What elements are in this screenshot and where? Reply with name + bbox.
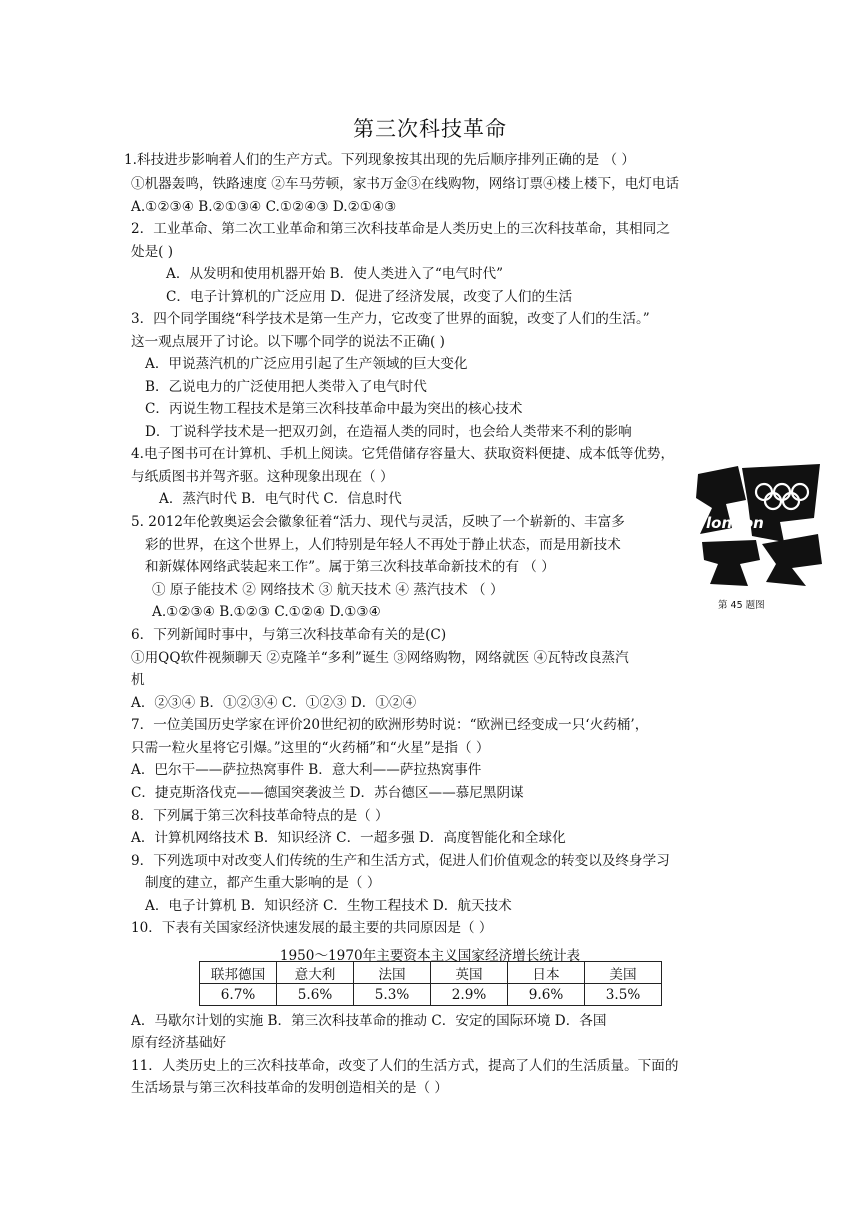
- growth-table: [199, 961, 662, 1006]
- q7-options-cd: C．捷克斯洛伐克——德国突袭波兰 D．苏台德区——慕尼黑阴谋: [131, 785, 524, 801]
- q1-options: A.①②③④ B.②①③④ C.①②④③ D.②①④③: [131, 199, 397, 215]
- q6-items-cont: 机: [131, 672, 145, 688]
- q3-stem-cont: 这一观点展开了讨论。以下哪个同学的说法不正确( ): [131, 334, 445, 350]
- table-cell: 5.6%: [277, 984, 354, 1006]
- q8-stem: 8．下列属于第三次科技革命特点的是（ ）: [131, 808, 389, 824]
- q3-option-a: A．甲说蒸汽机的广泛应用引起了生产领域的巨大变化: [145, 356, 468, 372]
- q3-option-d: D．丁说科学技术是一把双刃剑，在造福人类的同时，也会给人类带来不利的影响: [145, 424, 632, 440]
- q6-stem: 6．下列新闻时事中，与第三次科技革命有关的是(C): [131, 627, 447, 643]
- q9-stem-cont: 制度的建立，都产生重大影响的是（ ）: [145, 875, 381, 891]
- q7-stem: 7．一位美国历史学家在评价20世纪初的欧洲形势时说：“欧洲已经变成一只‘火药桶’，: [131, 717, 649, 733]
- q4-stem-cont: 与纸质图书并驾齐驱。这种现象出现在（ ）: [131, 469, 394, 485]
- q5-options: A.①②③④ B.①②③ C.①②④ D.①③④: [152, 604, 381, 620]
- table-cell: 3.5%: [585, 984, 662, 1006]
- table-cell: 5.3%: [354, 984, 431, 1006]
- q10-options-cont: 原有经济基础好: [131, 1035, 227, 1051]
- q5-items: ① 原子能技术 ② 网络技术 ③ 航天技术 ④ 蒸汽技术 （ ）: [152, 582, 504, 598]
- table-header-cell: 联邦德国: [200, 962, 277, 984]
- q11-stem-cont: 生活场景与第三次科技革命的发明创造相关的是（ ）: [131, 1080, 448, 1096]
- figure-caption: 第 45 题图: [718, 600, 765, 611]
- q6-options: A．②③④ B．①②③④ C．①②③ D．①②④: [131, 695, 417, 711]
- table-title: 1950～1970年主要资本主义国家经济增长统计表: [279, 948, 581, 964]
- table-header-cell: 日本: [508, 962, 585, 984]
- table-header-cell: 美国: [585, 962, 662, 984]
- q7-options-ab: A．巴尔干——萨拉热窝事件 B．意大利——萨拉热窝事件: [131, 762, 482, 778]
- table-cell: 2.9%: [431, 984, 508, 1006]
- q2-options-cd: C．电子计算机的广泛应用 D．促进了经济发展，改变了人们的生活: [166, 289, 573, 305]
- q6-items: ①用QQ软件视频聊天 ②克隆羊“多利”诞生 ③网络购物，网络就医 ④瓦特改良蒸汽: [131, 650, 629, 666]
- q1-items: ①机器轰鸣，铁路速度 ②车马劳顿，家书万金③在线购物，网络订票④楼上楼下，电灯电话: [131, 176, 680, 192]
- table-header-cell: 意大利: [277, 962, 354, 984]
- table-row: [200, 984, 662, 1006]
- q10-stem: 10．下表有关国家经济快速发展的最主要的共同原因是（ ）: [131, 920, 493, 936]
- q3-option-b: B．乙说电力的广泛使用把人类带入了电气时代: [145, 379, 427, 395]
- q3-option-c: C．丙说生物工程技术是第三次科技革命中最为突出的核心技术: [145, 401, 523, 417]
- q2-stem: 2．工业革命、第二次工业革命和第三次科技革命是人类历史上的三次科技革命，其相同之: [131, 221, 670, 237]
- table-header-cell: 法国: [354, 962, 431, 984]
- logo-text: london: [706, 514, 764, 532]
- q2-options-ab: A．从发明和使用机器开始 B．使人类进入了“电气时代”: [166, 266, 504, 282]
- q1-stem: 1.科技进步影响着人们的生产方式。下列现象按其出现的先后顺序排列正确的是 （ ）: [124, 152, 635, 168]
- q8-options: A．计算机网络技术 B．知识经济 C．一超多强 D．高度智能化和全球化: [131, 830, 566, 846]
- table-cell: 9.6%: [508, 984, 585, 1006]
- q2-stem-cont: 处是( ): [131, 244, 174, 260]
- q4-options: A．蒸汽时代 B．电气时代 C．信息时代: [159, 491, 402, 507]
- london-2012-logo: [696, 464, 824, 588]
- q5-stem-cont2: 和新媒体网络武装起来工作”。属于第三次科技革命新技术的有 （ ）: [145, 559, 555, 575]
- page-title: 第三次科技革命: [353, 117, 507, 141]
- q10-options: A．马歇尔计划的实施 B．第三次科技革命的推动 C．安定的国际环境 D．各国: [131, 1013, 607, 1029]
- london-logo-graphic: [696, 464, 824, 588]
- q4-stem: 4.电子图书可在计算机、手机上阅读。它凭借储存容量大、获取资料便捷、成本低等优势，: [131, 446, 675, 462]
- q7-stem-cont: 只需一粒火星将它引爆。”这里的“火药桶”和“火星”是指（ ）: [131, 740, 490, 756]
- table-cell: 6.7%: [200, 984, 277, 1006]
- q9-options: A．电子计算机 B．知识经济 C．生物工程技术 D．航天技术: [145, 898, 512, 914]
- q5-stem-cont1: 彩的世界，在这个世界上，人们特别是年轻人不再处于静止状态，而是用新技术: [145, 537, 621, 553]
- q9-stem: 9．下列选项中对改变人们传统的生产和生活方式，促进人们价值观念的转变以及终身学习: [131, 853, 670, 869]
- q5-stem: 5. 2012年伦敦奥运会会徽象征着“活力、现代与灵活，反映了一个崭新的、丰富多: [131, 514, 625, 530]
- q11-stem: 11．人类历史上的三次科技革命，改变了人们的生活方式，提高了人们的生活质量。下面的: [131, 1058, 679, 1074]
- table-header-cell: 英国: [431, 962, 508, 984]
- table-header-row: [200, 962, 662, 984]
- q3-stem: 3．四个同学围绕“科学技术是第一生产力，它改变了世界的面貌，改变了人们的生活。”: [131, 311, 650, 327]
